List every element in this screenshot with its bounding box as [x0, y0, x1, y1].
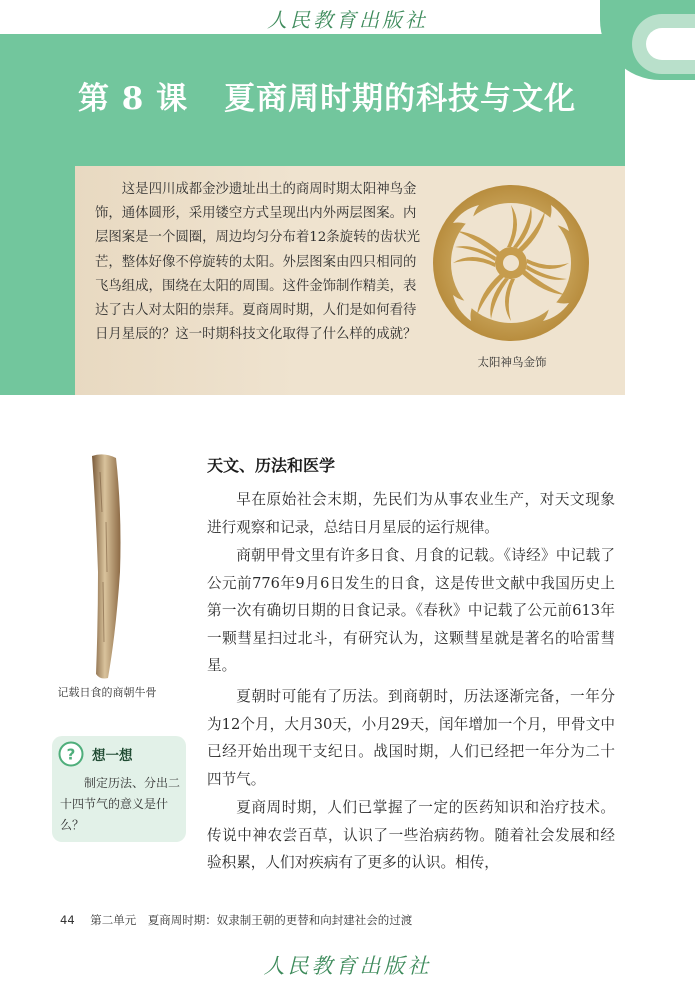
lesson-title — [78, 72, 576, 118]
oracle-bone-icon — [86, 452, 126, 680]
body-paragraph: 夏朝时可能有了历法。到商朝时，历法逐渐完备，一年分为12个月，大月30天，小月29天，闰年增加一个月，甲骨文中已经开始出现干支纪日。战国时期，人们已经把一年分为二十四节气。 — [207, 688, 615, 788]
think-box-text: 制定历法、分出二十四节气的意义是什么？ — [60, 776, 181, 832]
think-box-title: 想一想 — [92, 748, 133, 764]
body-paragraph: 商朝甲骨文里有许多日食、月食的记载。《诗经》中记载了公元前776年9月6日发生的日食，这是传世文献中我国历史上第一次有确切日期的日食记录。《春秋》中记载了公元前613年一颗彗星扫过北斗，有研究认为，这颗彗星就是著名的哈雷彗星。 — [207, 547, 615, 674]
sun-bird-ornament-icon — [431, 183, 591, 343]
intro-text: 这是四川成都金沙遗址出土的商周时期太阳神鸟金饰，通体圆形，采用镂空方式呈现出内外两层图案。内层图案是一个圆圈，周边均匀分布着12条旋转的齿状光芒，整体好像不停旋转的太阳。外层图案由四只相同的飞鸟组成，围绕在太阳的周围。这件金饰制作精美，表达了古人对太阳的崇拜。夏商周时期，人们是如何看待日月星辰的？这一时期科技文化取得了什么样的成就？ — [95, 182, 421, 343]
page-number: 44 — [60, 913, 75, 927]
lesson-title-text: 夏商周时期的科技与文化 — [224, 80, 577, 117]
unit-title: 第二单元 夏商周时期：奴隶制王朝的更替和向封建社会的过渡 — [90, 913, 413, 927]
oracle-bone-image — [86, 452, 126, 680]
publisher-logo-bottom: 人民教育出版社 — [263, 954, 432, 978]
page-footer — [60, 912, 412, 928]
ornament-caption: 太阳神鸟金饰 — [477, 355, 547, 369]
bone-caption: 记载日食的商朝牛骨 — [57, 686, 157, 699]
body-paragraph: 夏商周时期，人们已掌握了一定的医药知识和治疗技术。传说中神农尝百草，认识了一些治病药物。随着社会发展和经验积累，人们对疾病有了更多的认识。相传， — [207, 799, 615, 871]
publisher-logo-top: 人民教育出版社 — [267, 8, 428, 32]
sun-bird-gold-ornament — [431, 183, 591, 343]
section-heading: 天文、历法和医学 — [207, 456, 336, 475]
question-mark-icon — [58, 741, 84, 767]
lesson-number: 第 8 课 — [78, 80, 189, 117]
body-paragraph: 早在原始社会末期，先民们为从事农业生产，对天文现象进行观察和记录，总结日月星辰的运行规律。 — [207, 491, 615, 536]
corner-decoration-icon — [600, 0, 695, 80]
svg-text:?: ? — [66, 745, 76, 764]
